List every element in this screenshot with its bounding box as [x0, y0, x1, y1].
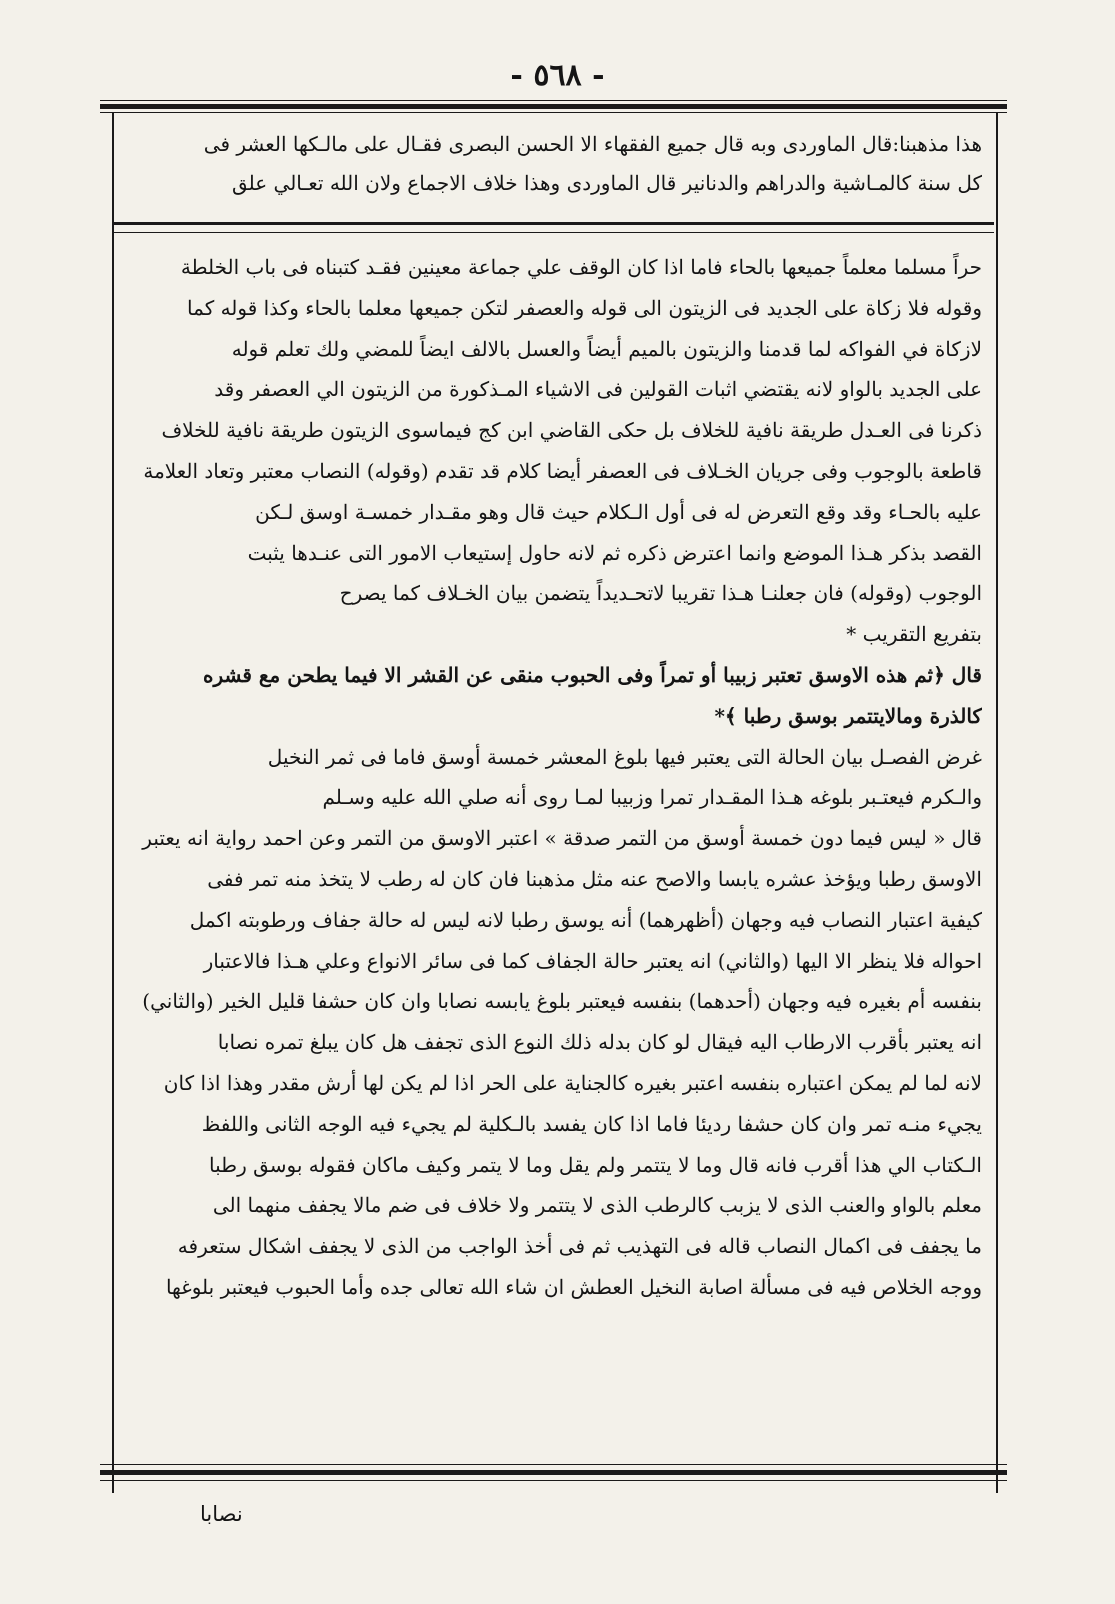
- text-line: بنفسه أم بغيره فيه وجهان (أحدهما) بنفسه فيعتبر بلوغ يابسه نصابا وان كان حشفا قليل الخير (والثاني): [142, 989, 982, 1014]
- text-line: كيفية اعتبار النصاب فيه وجهان (أظهرهما) أنه يوسق رطبا لانه ليس له حالة جفاف ورطوبته اكمل: [189, 907, 982, 932]
- text-line: غرض الفصـل بيان الحالة التى يعتبر فيها بلوغ المعشر خمسة أوسق فاما فى ثمر النخيل: [267, 744, 982, 769]
- footer-rule-thick: [100, 1470, 1007, 1475]
- text-line: هذا مذهبنا:قال الماوردى وبه قال جميع الفقهاء الا الحسن البصرى فقـال على مالـكها العشر فى: [203, 132, 982, 156]
- text-line: قال « ليس فيما دون خمسة أوسق من التمر صدقة » اعتبر الاوسق من التمر وعن احمد رواية انه يعتبر: [142, 826, 982, 851]
- text-line: لانه لما لم يمكن اعتباره بنفسه اعتبر بغيره كالجناية على الحر اذا لم يكن لها أرش مقدر وهذا اذا كان: [163, 1070, 982, 1095]
- text-line: الوجوب (وقوله) فان جعلنـا هـذا تقريبا لاتحـديداً يتضمن بيان الخـلاف كما يصرح: [339, 581, 982, 606]
- text-line: حراً مسلما معلماً جميعها بالحاء فاما اذا كان الوقف علي جماعة معينين فقـد كتبناه فى باب الخلطة: [180, 255, 982, 279]
- header-rule-thick: [100, 104, 1007, 109]
- text-line: على الجديد بالواو لانه يقتضي اثبات القولين فى الاشياء المـذكورة من الزيتون الي العصفر وقد: [214, 377, 982, 402]
- text-line-bold: قال ﴿ثم هذه الاوسق تعتبر زبيبا أو تمراً وفى الحبوب منقى عن القشر الا فيما يطحن مع قشره: [203, 662, 982, 687]
- page-number: - ٥٦٨ -: [510, 58, 605, 93]
- text-line: لازكاة في الفواكه لما قدمنا والزيتون بالميم أيضاً والعسل بالالف ايضاً للمضي ولك تعلم قوله: [231, 336, 982, 361]
- text-line: بتفريع التقريب *: [846, 622, 982, 647]
- main-section: [124, 247, 982, 1308]
- text-line: كل سنة كالمـاشية والدراهم والدنانير قال الماوردى وهذا خلاف الاجماع ولان الله تعـالي علق: [231, 171, 982, 195]
- text-line: والـكرم فيعتـبر بلوغه هـذا المقـدار تمرا وزبيبا لمـا روى أنه صلي الله عليه وسـلم: [322, 785, 982, 810]
- text-line: ما يجفف فى اكمال النصاب قاله فى التهذيب ثم فى أخذ الواجب من الذى لا يجفف اشكال ستعرفه: [177, 1234, 982, 1259]
- footer-rule-thin: [100, 1464, 1007, 1465]
- text-line: انه يعتبر بأقرب الارطاب اليه فيقال لو كان بدله ذلك النوع الذى تجفف هل كان يبلغ تمره نصابا: [217, 1030, 982, 1055]
- section-divider-thick: [112, 222, 994, 225]
- section-divider-thin: [112, 232, 994, 233]
- footer-rule-thin-lower: [100, 1480, 1007, 1481]
- text-line-bold: كالذرة ومالايتتمر بوسق رطبا ﴾*: [714, 703, 982, 728]
- text-line: الـكتاب الي هذا أقرب فانه قال وما لا يتتمر ولم يقل وما لا يتمر وكيف ماكان فقوله بوسق رطبا: [209, 1152, 982, 1177]
- text-line: الاوسق رطبا ويؤخذ عشره يابسا والاصح عنه مثل مذهبنا فان كان له رطب لا يتخذ منه تمر ففى: [207, 866, 982, 891]
- text-line: يجيء منـه تمر وان كان حشفا رديئا فاما اذا كان يفسد بالـكلية لم يجيء فيه الوجه الثانى واللفظ: [201, 1111, 982, 1136]
- text-line: احواله فلا ينظر الا اليها (والثاني) انه يعتبر حالة الجفاف كما فى سائر الانواع وعلي هـذا فالاعتبار: [203, 948, 982, 973]
- text-line: ووجه الخلاص فيه فى مسألة اصابة النخيل العطش ان شاء الله تعالى جده وأما الحبوب فيعتبر بلوغها: [165, 1274, 982, 1299]
- text-line: وقوله فلا زكاة على الجديد فى الزيتون الى قوله والعصفر لتكن جميعها معلما بالحاء وكذا قوله كما: [187, 295, 982, 320]
- catchword: نصابا: [200, 1502, 243, 1526]
- text-line: ذكرنا فى العـدل طريقة نافية للخلاف بل حكى القاضي ابن كج فيماسوى الزيتون طريقة نافية للخلاف: [161, 418, 982, 443]
- top-section: [124, 125, 982, 203]
- text-line: القصد بذكر هـذا الموضع وانما اعترض ذكره ثم لانه حاول إستيعاب الامور التى عنـدها يثبت: [247, 540, 982, 565]
- text-line: قاطعة بالوجوب وفى جريان الخـلاف فى العصفر أيضا كلام قد تقدم (وقوله) النصاب معتبر وتعاد العلامة: [143, 458, 982, 483]
- header-rule-thin: [100, 100, 1007, 101]
- text-line: عليه بالحـاء وقد وقع التعرض له فى أول الـكلام حيث قال وهو مقـدار خمسـة اوسق لـكن: [255, 499, 982, 524]
- text-line: معلم بالواو والعنب الذى لا يزبب كالرطب الذى لا يتتمر ولا خلاف فى ضم مالا يجفف منهما الى: [212, 1193, 982, 1218]
